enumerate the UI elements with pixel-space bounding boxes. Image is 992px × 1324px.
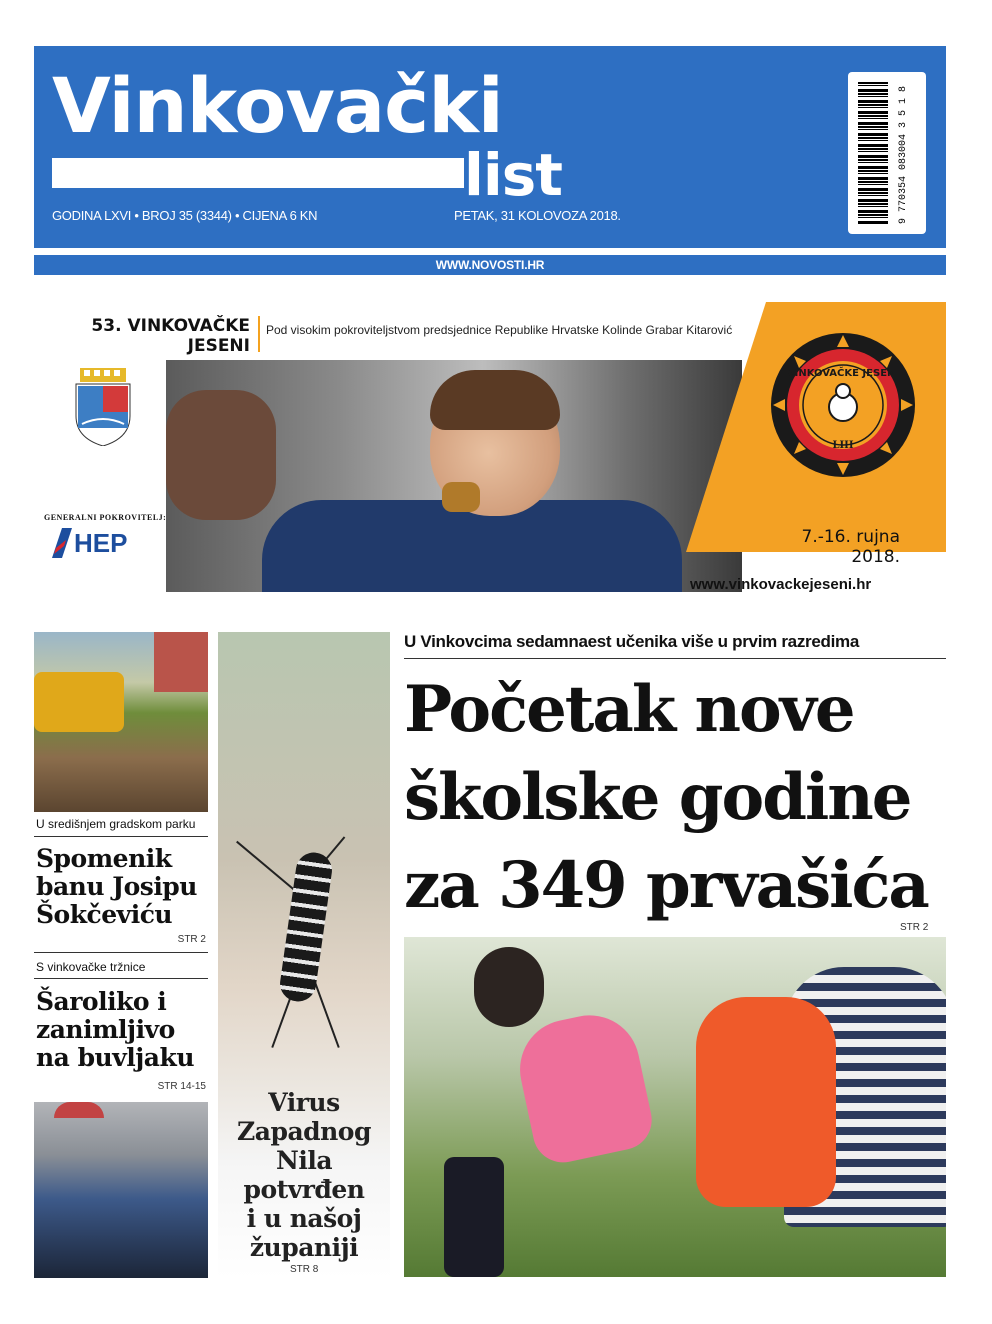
masthead xyxy=(34,46,946,248)
newspaper-title-second: list xyxy=(464,141,563,209)
park-rule xyxy=(34,836,208,837)
park-photo xyxy=(34,632,208,812)
schoolchildren-photo xyxy=(404,937,946,1277)
newspaper-title: Vinkovački xyxy=(52,61,503,150)
hep-logo xyxy=(52,528,148,558)
festival-url[interactable]: www.vinkovackejeseni.hr xyxy=(690,576,872,593)
photo-pink-backpack xyxy=(511,1006,657,1168)
market-top-rule xyxy=(34,952,208,953)
photo-girl-hair xyxy=(474,947,544,1027)
virus-headline-line: potvrđen xyxy=(243,1175,365,1204)
park-headline-line: Šokčeviću xyxy=(36,900,173,929)
sponsor-label: GENERALNI POKROVITELJ: xyxy=(44,513,167,522)
hep-mark-icon xyxy=(52,528,72,558)
main-headline[interactable] xyxy=(404,666,964,930)
virus-headline-line: Nila xyxy=(275,1146,333,1175)
festival-photo-child xyxy=(166,360,742,592)
market-headline-line: Šaroliko i xyxy=(36,987,167,1016)
festival-dates xyxy=(740,527,900,567)
main-kicker: U Vinkovcima sedamnaest učenika više u prvim razredima xyxy=(404,632,859,651)
market-headline-line: na buvljaku xyxy=(36,1043,195,1072)
park-headline-line: Spomenik xyxy=(36,844,172,873)
park-page-ref: STR 2 xyxy=(177,934,206,945)
festival-dates-line1: 7.-16. rujna xyxy=(801,527,900,547)
masthead-white-bar xyxy=(52,158,464,188)
virus-headline-line: i u našoj xyxy=(246,1204,362,1233)
market-headline-line: zanimljivo xyxy=(36,1015,175,1044)
main-headline-line: školske godine xyxy=(404,760,911,835)
barcode-number: 9 770354 083004 3 5 1 8 xyxy=(898,85,909,224)
park-headline-line: banu Josipu xyxy=(36,872,197,901)
festival-logo-number: LIII xyxy=(832,440,854,451)
photo-mosquito-leg xyxy=(236,841,299,894)
barcode-lines-icon xyxy=(858,82,888,224)
festival-logo-text: VINKOVAČKE JESENI xyxy=(786,368,900,379)
market-page-ref: STR 14-15 xyxy=(157,1081,206,1092)
city-coat-of-arms-icon xyxy=(72,368,134,446)
sponsor-name: HEP xyxy=(74,528,128,558)
photo-umbrella xyxy=(54,1102,104,1118)
festival-title-line2: JESENI xyxy=(187,336,250,356)
barcode xyxy=(848,72,926,234)
park-headline[interactable] xyxy=(36,845,197,929)
main-rule xyxy=(404,658,946,659)
market-rule xyxy=(34,978,208,979)
photo-mosquito xyxy=(278,850,335,1004)
virus-headline-line: Zapadnog xyxy=(237,1117,371,1146)
virus-headline-line: Virus xyxy=(268,1088,340,1117)
photo-bottle xyxy=(442,482,480,512)
festival-divider xyxy=(258,316,260,352)
photo-orange-backpack xyxy=(696,997,836,1207)
main-headline-line: za 349 prvašića xyxy=(404,848,928,923)
photo-excavator xyxy=(34,672,124,732)
festival-dates-line2: 2018. xyxy=(851,547,900,567)
issue-info: GODINA LXVI • BROJ 35 (3344) • CIJENA 6 KN xyxy=(52,208,318,223)
park-kicker: U središnjem gradskom parku xyxy=(36,817,196,831)
photo-hand xyxy=(166,390,276,520)
festival-patronage: Pod visokim pokroviteljstvom predsjednice Republike Hrvatske Kolinde Grabar Kitarović xyxy=(266,323,733,337)
issue-date: PETAK, 31 KOLOVOZA 2018. xyxy=(454,208,621,223)
photo-child-hair xyxy=(430,370,560,430)
market-headline[interactable] xyxy=(36,988,194,1072)
website-url-bar[interactable]: WWW.NOVOSTI.HR xyxy=(34,255,946,275)
festival-title-line1: 53. VINKOVAČKE xyxy=(91,316,250,336)
photo-building xyxy=(154,632,208,692)
festival-title xyxy=(40,316,250,356)
photo-jacket xyxy=(262,500,682,592)
virus-page-ref: STR 8 xyxy=(290,1264,319,1275)
virus-headline[interactable] xyxy=(218,1088,390,1262)
main-page-ref: STR 2 xyxy=(900,922,929,933)
festival-sun-logo-icon xyxy=(768,330,918,480)
market-photo xyxy=(34,1102,208,1278)
photo-child-leg xyxy=(444,1157,504,1277)
virus-headline-line: županiji xyxy=(249,1233,359,1262)
market-kicker: S vinkovačke tržnice xyxy=(36,960,146,974)
main-headline-line: Početak nove xyxy=(404,672,854,747)
